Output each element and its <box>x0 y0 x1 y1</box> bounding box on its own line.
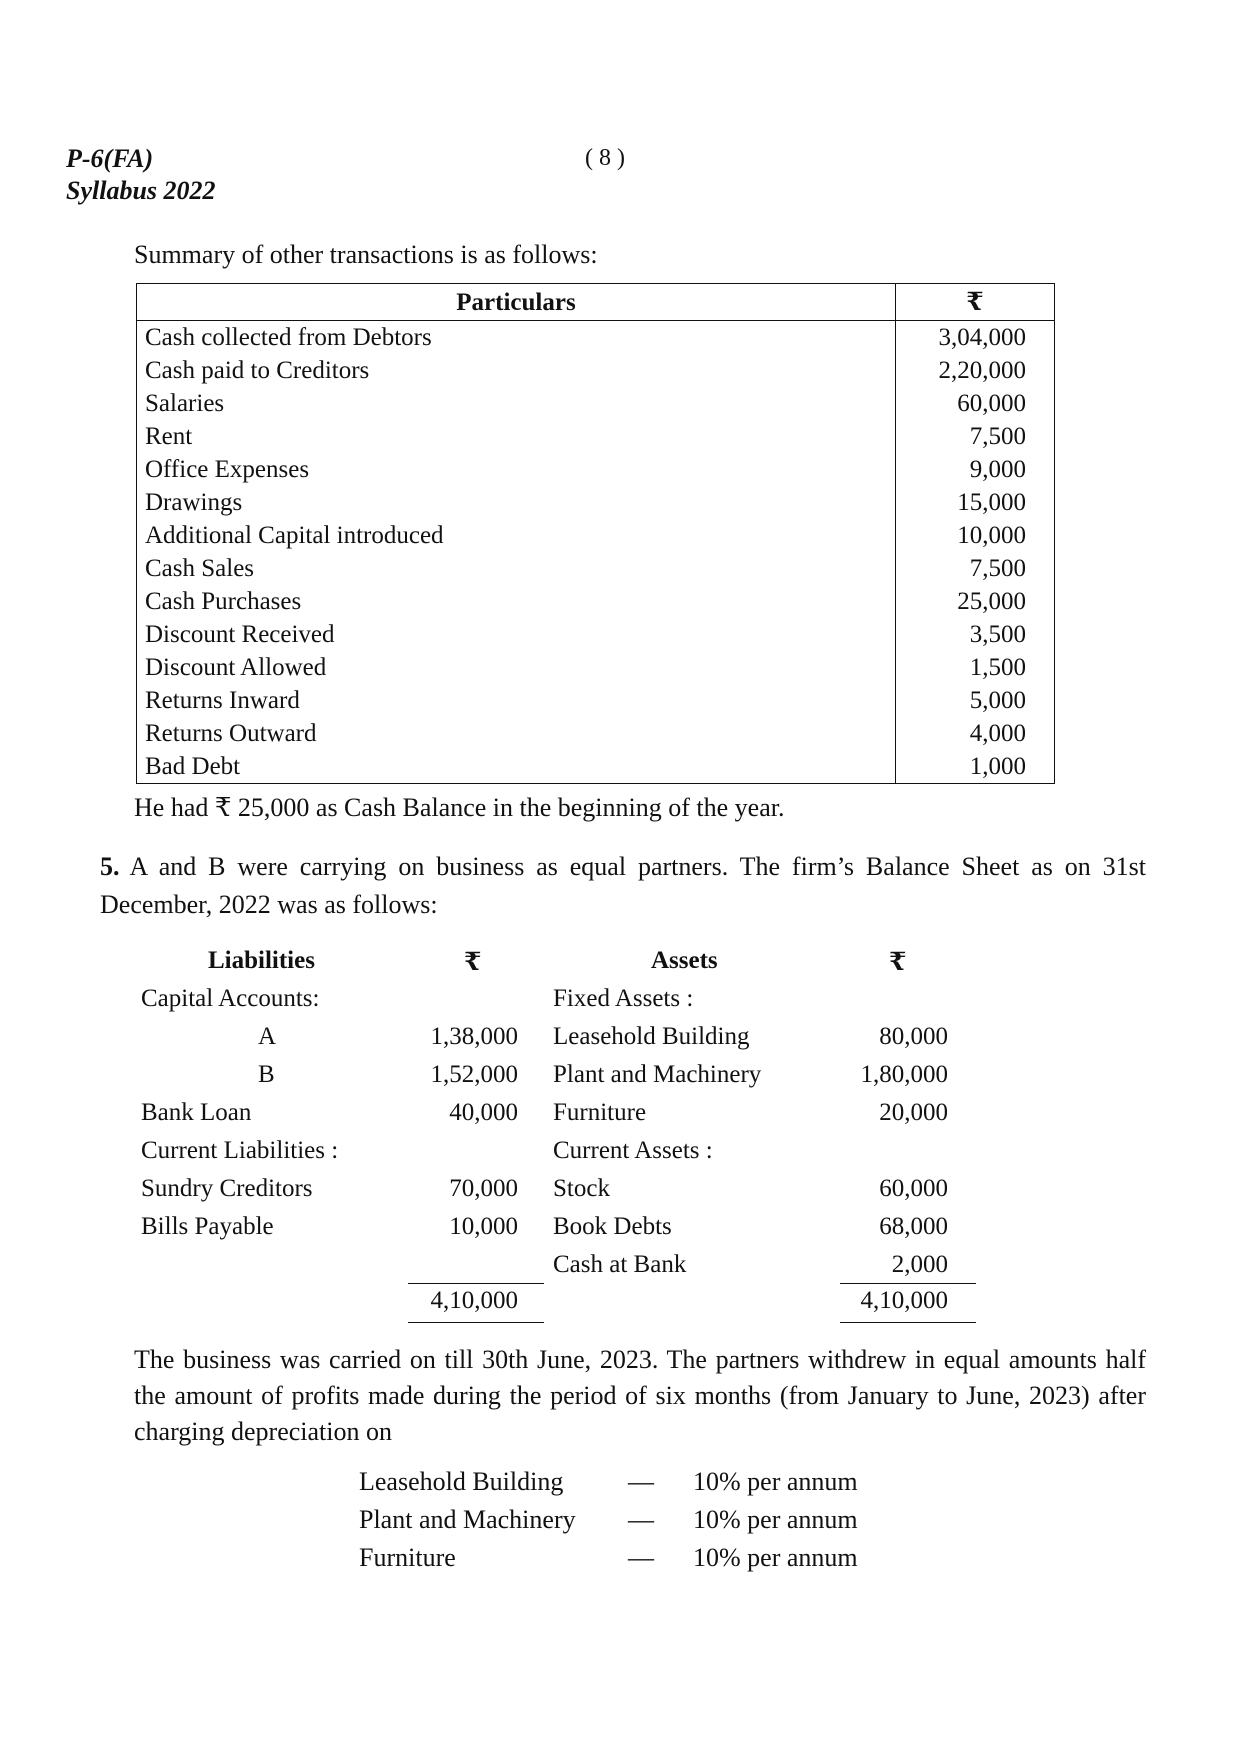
row-label: Cash paid to Creditors <box>137 354 896 387</box>
row-label: Returns Inward <box>137 684 896 717</box>
table-row <box>137 750 1055 784</box>
table-row <box>137 453 1055 486</box>
row-label: Cash Sales <box>137 552 896 585</box>
fixed-assets-label: Fixed Assets : <box>553 985 694 1012</box>
paper-code: P-6(FA) <box>66 144 154 173</box>
transactions-table <box>136 283 1055 784</box>
assets-total: 4,10,000 <box>860 1287 948 1314</box>
bills-payable-label: Bills Payable <box>141 1213 274 1240</box>
row-amount: 10,000 <box>896 519 1055 552</box>
bank-loan-amount: 40,000 <box>449 1099 518 1126</box>
depreciation-asset: Leasehold Building <box>359 1467 564 1496</box>
current-liabilities-label: Current Liabilities : <box>141 1137 339 1164</box>
row-amount: 5,000 <box>896 684 1055 717</box>
row-amount: 15,000 <box>896 486 1055 519</box>
row-label: Discount Received <box>137 618 896 651</box>
current-assets-label: Current Assets : <box>553 1137 713 1164</box>
row-amount: 4,000 <box>896 717 1055 750</box>
capital-accounts-label: Capital Accounts: <box>141 985 320 1012</box>
table-row <box>137 651 1055 684</box>
cash-at-bank-amount: 2,000 <box>891 1251 948 1278</box>
liabilities-total-rule-bottom <box>408 1322 544 1323</box>
row-amount: 7,500 <box>896 420 1055 453</box>
row-label: Additional Capital introduced <box>137 519 896 552</box>
plant-machinery-amount: 1,80,000 <box>860 1061 948 1088</box>
depreciation-dash: — <box>628 1505 654 1534</box>
depreciation-rate: 10% per annum <box>693 1467 858 1496</box>
row-label: Cash collected from Debtors <box>137 321 896 355</box>
plant-machinery-label: Plant and Machinery <box>553 1061 762 1088</box>
row-amount: 3,04,000 <box>896 321 1055 355</box>
amount-header: ₹ <box>896 284 1055 321</box>
depreciation-asset: Plant and Machinery <box>359 1505 576 1534</box>
assets-heading: Assets <box>651 947 718 974</box>
paper-code-block <box>66 143 216 207</box>
assets-currency: ₹ <box>889 949 907 976</box>
partner-b-amount: 1,52,000 <box>430 1061 518 1088</box>
book-debts-label: Book Debts <box>553 1213 672 1240</box>
row-amount: 1,500 <box>896 651 1055 684</box>
question-5-continuation: The business was carried on till 30th June, 2023. The partners withdrew in equal amounts half the amount of profits made during the period of six months (from January to June, 2023) after charging depreciation on <box>134 1345 1146 1446</box>
row-amount: 2,20,000 <box>896 354 1055 387</box>
liabilities-heading: Liabilities <box>208 947 315 974</box>
assets-total-rule-bottom <box>840 1322 976 1323</box>
summary-intro: Summary of other transactions is as follows: <box>134 240 598 269</box>
leasehold-building-label: Leasehold Building <box>553 1023 750 1050</box>
liabilities-total: 4,10,000 <box>430 1287 518 1314</box>
row-label: Discount Allowed <box>137 651 896 684</box>
sundry-creditors-amount: 70,000 <box>449 1175 518 1202</box>
row-label: Salaries <box>137 387 896 420</box>
depreciation-asset: Furniture <box>359 1543 456 1572</box>
question-5-text <box>100 848 1146 924</box>
table-row <box>137 684 1055 717</box>
furniture-label: Furniture <box>553 1099 647 1126</box>
table-row <box>137 387 1055 420</box>
bank-loan-label: Bank Loan <box>141 1099 252 1126</box>
stock-label: Stock <box>553 1175 610 1202</box>
book-debts-amount: 68,000 <box>879 1213 948 1240</box>
partner-a-label: A <box>258 1023 277 1050</box>
question-number: 5. <box>100 852 120 881</box>
row-amount: 1,000 <box>896 750 1055 784</box>
row-amount: 7,500 <box>896 552 1055 585</box>
table-row <box>137 717 1055 750</box>
bills-payable-amount: 10,000 <box>449 1213 518 1240</box>
row-amount: 9,000 <box>896 453 1055 486</box>
depreciation-dash: — <box>628 1543 654 1572</box>
question-body: A and B were carrying on business as equal partners. The firm’s Balance Sheet as on 31st December, 2022 was as follows: <box>100 852 1146 919</box>
cash-at-bank-label: Cash at Bank <box>553 1251 687 1278</box>
sundry-creditors-label: Sundry Creditors <box>141 1175 313 1202</box>
leasehold-building-amount: 80,000 <box>879 1023 948 1050</box>
partner-a-amount: 1,38,000 <box>430 1023 518 1050</box>
row-amount: 3,500 <box>896 618 1055 651</box>
page-number: ( 8 ) <box>585 145 625 171</box>
table-header-row <box>137 284 1055 321</box>
row-label: Office Expenses <box>137 453 896 486</box>
stock-amount: 60,000 <box>879 1175 948 1202</box>
depreciation-rate: 10% per annum <box>693 1505 858 1534</box>
row-amount: 25,000 <box>896 585 1055 618</box>
table-row <box>137 585 1055 618</box>
table-row <box>137 486 1055 519</box>
liabilities-currency: ₹ <box>464 949 482 976</box>
table-row <box>137 618 1055 651</box>
table-row <box>137 321 1055 355</box>
particulars-header: Particulars <box>137 284 896 321</box>
syllabus-label: Syllabus 2022 <box>66 176 216 205</box>
row-label: Bad Debt <box>137 750 896 784</box>
table-row <box>137 519 1055 552</box>
liabilities-total-rule-top <box>408 1283 544 1284</box>
table-row <box>137 552 1055 585</box>
table-row <box>137 354 1055 387</box>
row-label: Rent <box>137 420 896 453</box>
row-label: Cash Purchases <box>137 585 896 618</box>
row-label: Drawings <box>137 486 896 519</box>
partner-b-label: B <box>258 1061 275 1088</box>
depreciation-dash: — <box>628 1467 654 1496</box>
assets-total-rule-top <box>840 1283 976 1284</box>
cash-balance-note: He had ₹ 25,000 as Cash Balance in the beginning of the year. <box>134 793 785 822</box>
table-row <box>137 420 1055 453</box>
row-label: Returns Outward <box>137 717 896 750</box>
row-amount: 60,000 <box>896 387 1055 420</box>
depreciation-rate: 10% per annum <box>693 1543 858 1572</box>
furniture-amount: 20,000 <box>879 1099 948 1126</box>
